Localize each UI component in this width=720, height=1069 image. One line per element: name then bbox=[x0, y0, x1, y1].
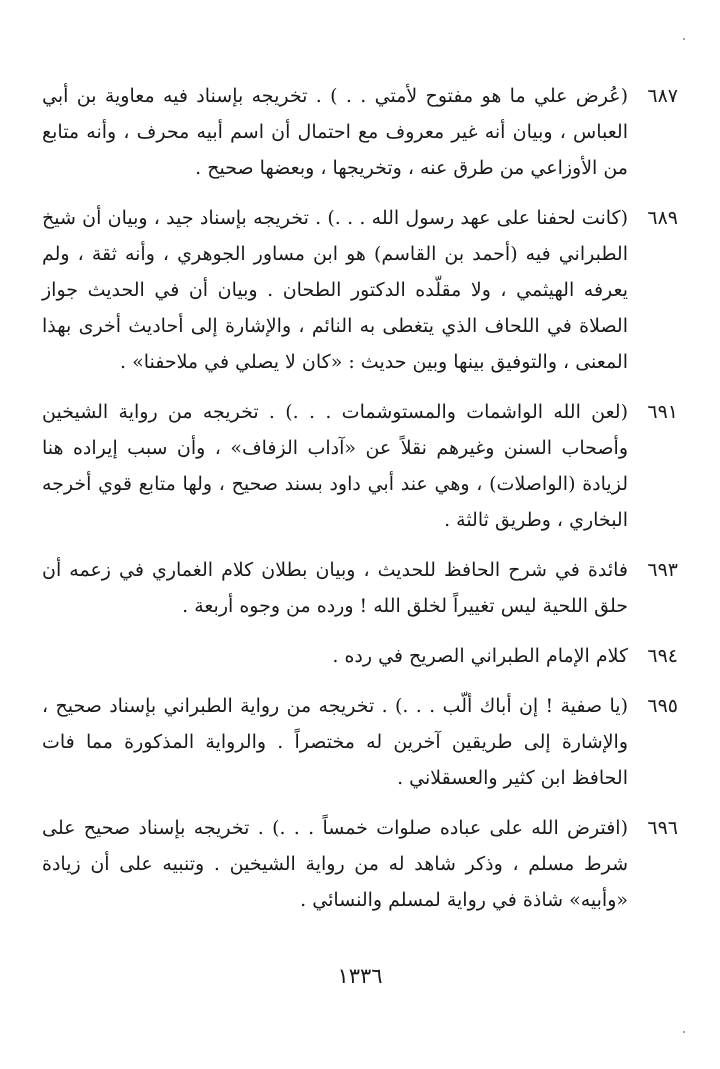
entry-number: ٦٩٦ bbox=[647, 817, 678, 839]
entry-number: ٦٩١ bbox=[647, 401, 678, 423]
entry-text: كلام الإمام الطبراني الصريح في رده . bbox=[332, 645, 628, 667]
entry-text: فائدة في شرح الحافظ للحديث ، وبيان بطلان كلام الغماري في زعمه أن حلق اللحية ليس تغييراً لخلق الله ! ورده من وجوه أربعة . bbox=[42, 559, 628, 617]
index-entry-696 bbox=[42, 810, 678, 918]
entry-number: ٦٩٤ bbox=[647, 645, 678, 667]
entry-text: (كانت لحفنا على عهد رسول الله . . .) . تخريجه بإسناد جيد ، وبيان أن شيخ الطبراني فيه (أحمد بن القاسم) هو ابن مساور الجوهري ، وأنه ثقة ، ولم يعرفه الهيثمي ، ولا مقلّده الدكتور الطحان . وبيان أن في الحديث جواز الصلاة في اللحاف الذي يتغطى به النائم ، والإشارة إلى أحاديث أخرى بهذا المعنى ، والتوفيق بينها وبين حديث : «كان لا يصلي في ملاحفنا» . bbox=[42, 207, 628, 373]
entry-number: ٦٩٥ bbox=[647, 695, 678, 717]
entry-text: (افترض الله على عباده صلوات خمساً . . .) . تخريجه بإسناد صحيح على شرط مسلم ، وذكر شاهد له من رواية الشيخين . وتنبيه على أن زيادة «وأبيه» شاذة في رواية لمسلم والنسائي . bbox=[42, 817, 628, 911]
index-entries bbox=[42, 78, 678, 932]
entry-number: ٦٨٩ bbox=[647, 207, 678, 229]
index-entry-691 bbox=[42, 394, 678, 538]
index-entry-695 bbox=[42, 688, 678, 796]
entry-text: (يا صفية ! إن أباك ألّب . . .) . تخريجه من رواية الطبراني بإسناد صحيح ، والإشارة إلى طريقين آخرين له مختصراً . والرواية المذكورة مما فات الحافظ ابن كثير والعسقلاني . bbox=[42, 695, 628, 789]
entry-text: (عُرض علي ما هو مفتوح لأمتي . . ) . تخريجه بإسناد فيه معاوية بن أبي العباس ، وبيان أنه غير معروف مع احتمال أن اسم أبيه محرف ، وأنه متابع من الأوزاعي من طرق عنه ، وتخريجها ، وبعضها صحيح . bbox=[42, 85, 628, 179]
entry-number: ٦٩٣ bbox=[647, 559, 678, 581]
entry-text: (لعن الله الواشمات والمستوشمات . . .) . تخريجه من رواية الشيخين وأصحاب السنن وغيرهم نقلاً عن «آداب الزفاف» ، وأن سبب إيراده هنا لزيادة (الواصلات) ، وهي عند أبي داود بسند صحيح ، ولها متابع قوي أخرجه البخاري ، وطريق ثالثة . bbox=[42, 401, 628, 531]
index-entry-687 bbox=[42, 78, 678, 186]
scan-speck bbox=[683, 1031, 685, 1033]
page-number: ١٣٣٦ bbox=[337, 964, 383, 988]
index-entry-694 bbox=[42, 638, 678, 674]
scan-speck bbox=[683, 38, 685, 40]
index-entry-689 bbox=[42, 200, 678, 380]
entry-number: ٦٨٧ bbox=[647, 85, 678, 107]
index-entry-693 bbox=[42, 552, 678, 624]
